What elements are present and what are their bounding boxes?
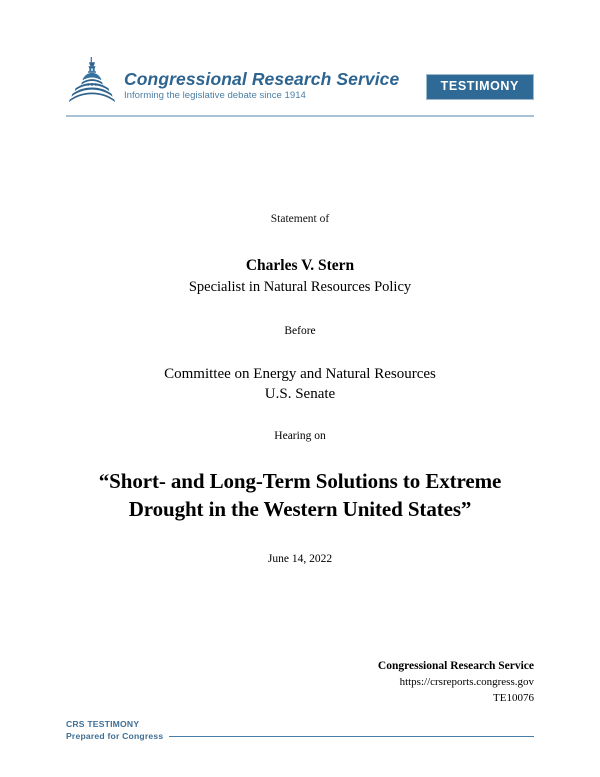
- footer-product-type: CRS TESTIMONY: [66, 719, 140, 729]
- witness-name: Charles V. Stern: [245, 256, 355, 274]
- colophon-url[interactable]: https://crsreports.congress.gov: [399, 675, 534, 688]
- colophon-block: [378, 658, 534, 707]
- before-label: Before: [284, 324, 316, 337]
- brand-wordmark: [124, 56, 399, 102]
- footer-tagline: Prepared for Congress: [66, 730, 164, 741]
- committee-chamber: U.S. Senate: [264, 385, 336, 402]
- brand-tagline: Informing the legislative debate since 1914: [124, 90, 306, 102]
- witness-role: Specialist in Natural Resources Policy: [188, 279, 412, 296]
- colophon-report-code: TE10076: [493, 691, 534, 704]
- statement-of-label: Statement of: [270, 213, 330, 225]
- colophon-organization: Congressional Research Service: [377, 660, 534, 672]
- title-block: [60, 212, 540, 565]
- crs-brand: [66, 56, 399, 108]
- header-row: [66, 56, 534, 108]
- brand-title: Congressional Research Service: [124, 69, 400, 89]
- header-divider: [66, 115, 534, 117]
- testimony-badge: TESTIMONY: [426, 74, 534, 100]
- hearing-date: June 14, 2022: [267, 552, 333, 565]
- hearing-on-label: Hearing on: [274, 430, 326, 443]
- document-header: [66, 56, 534, 118]
- document-footer: [66, 719, 534, 742]
- committee-name: Committee on Energy and Natural Resources: [164, 365, 436, 382]
- capitol-dome-icon: [66, 56, 118, 108]
- footer-divider: [169, 736, 534, 737]
- footer-bottom-row: [66, 731, 534, 743]
- hearing-title: “Short- and Long-Term Solutions to Extreme Drought in the Western United States”: [98, 469, 502, 521]
